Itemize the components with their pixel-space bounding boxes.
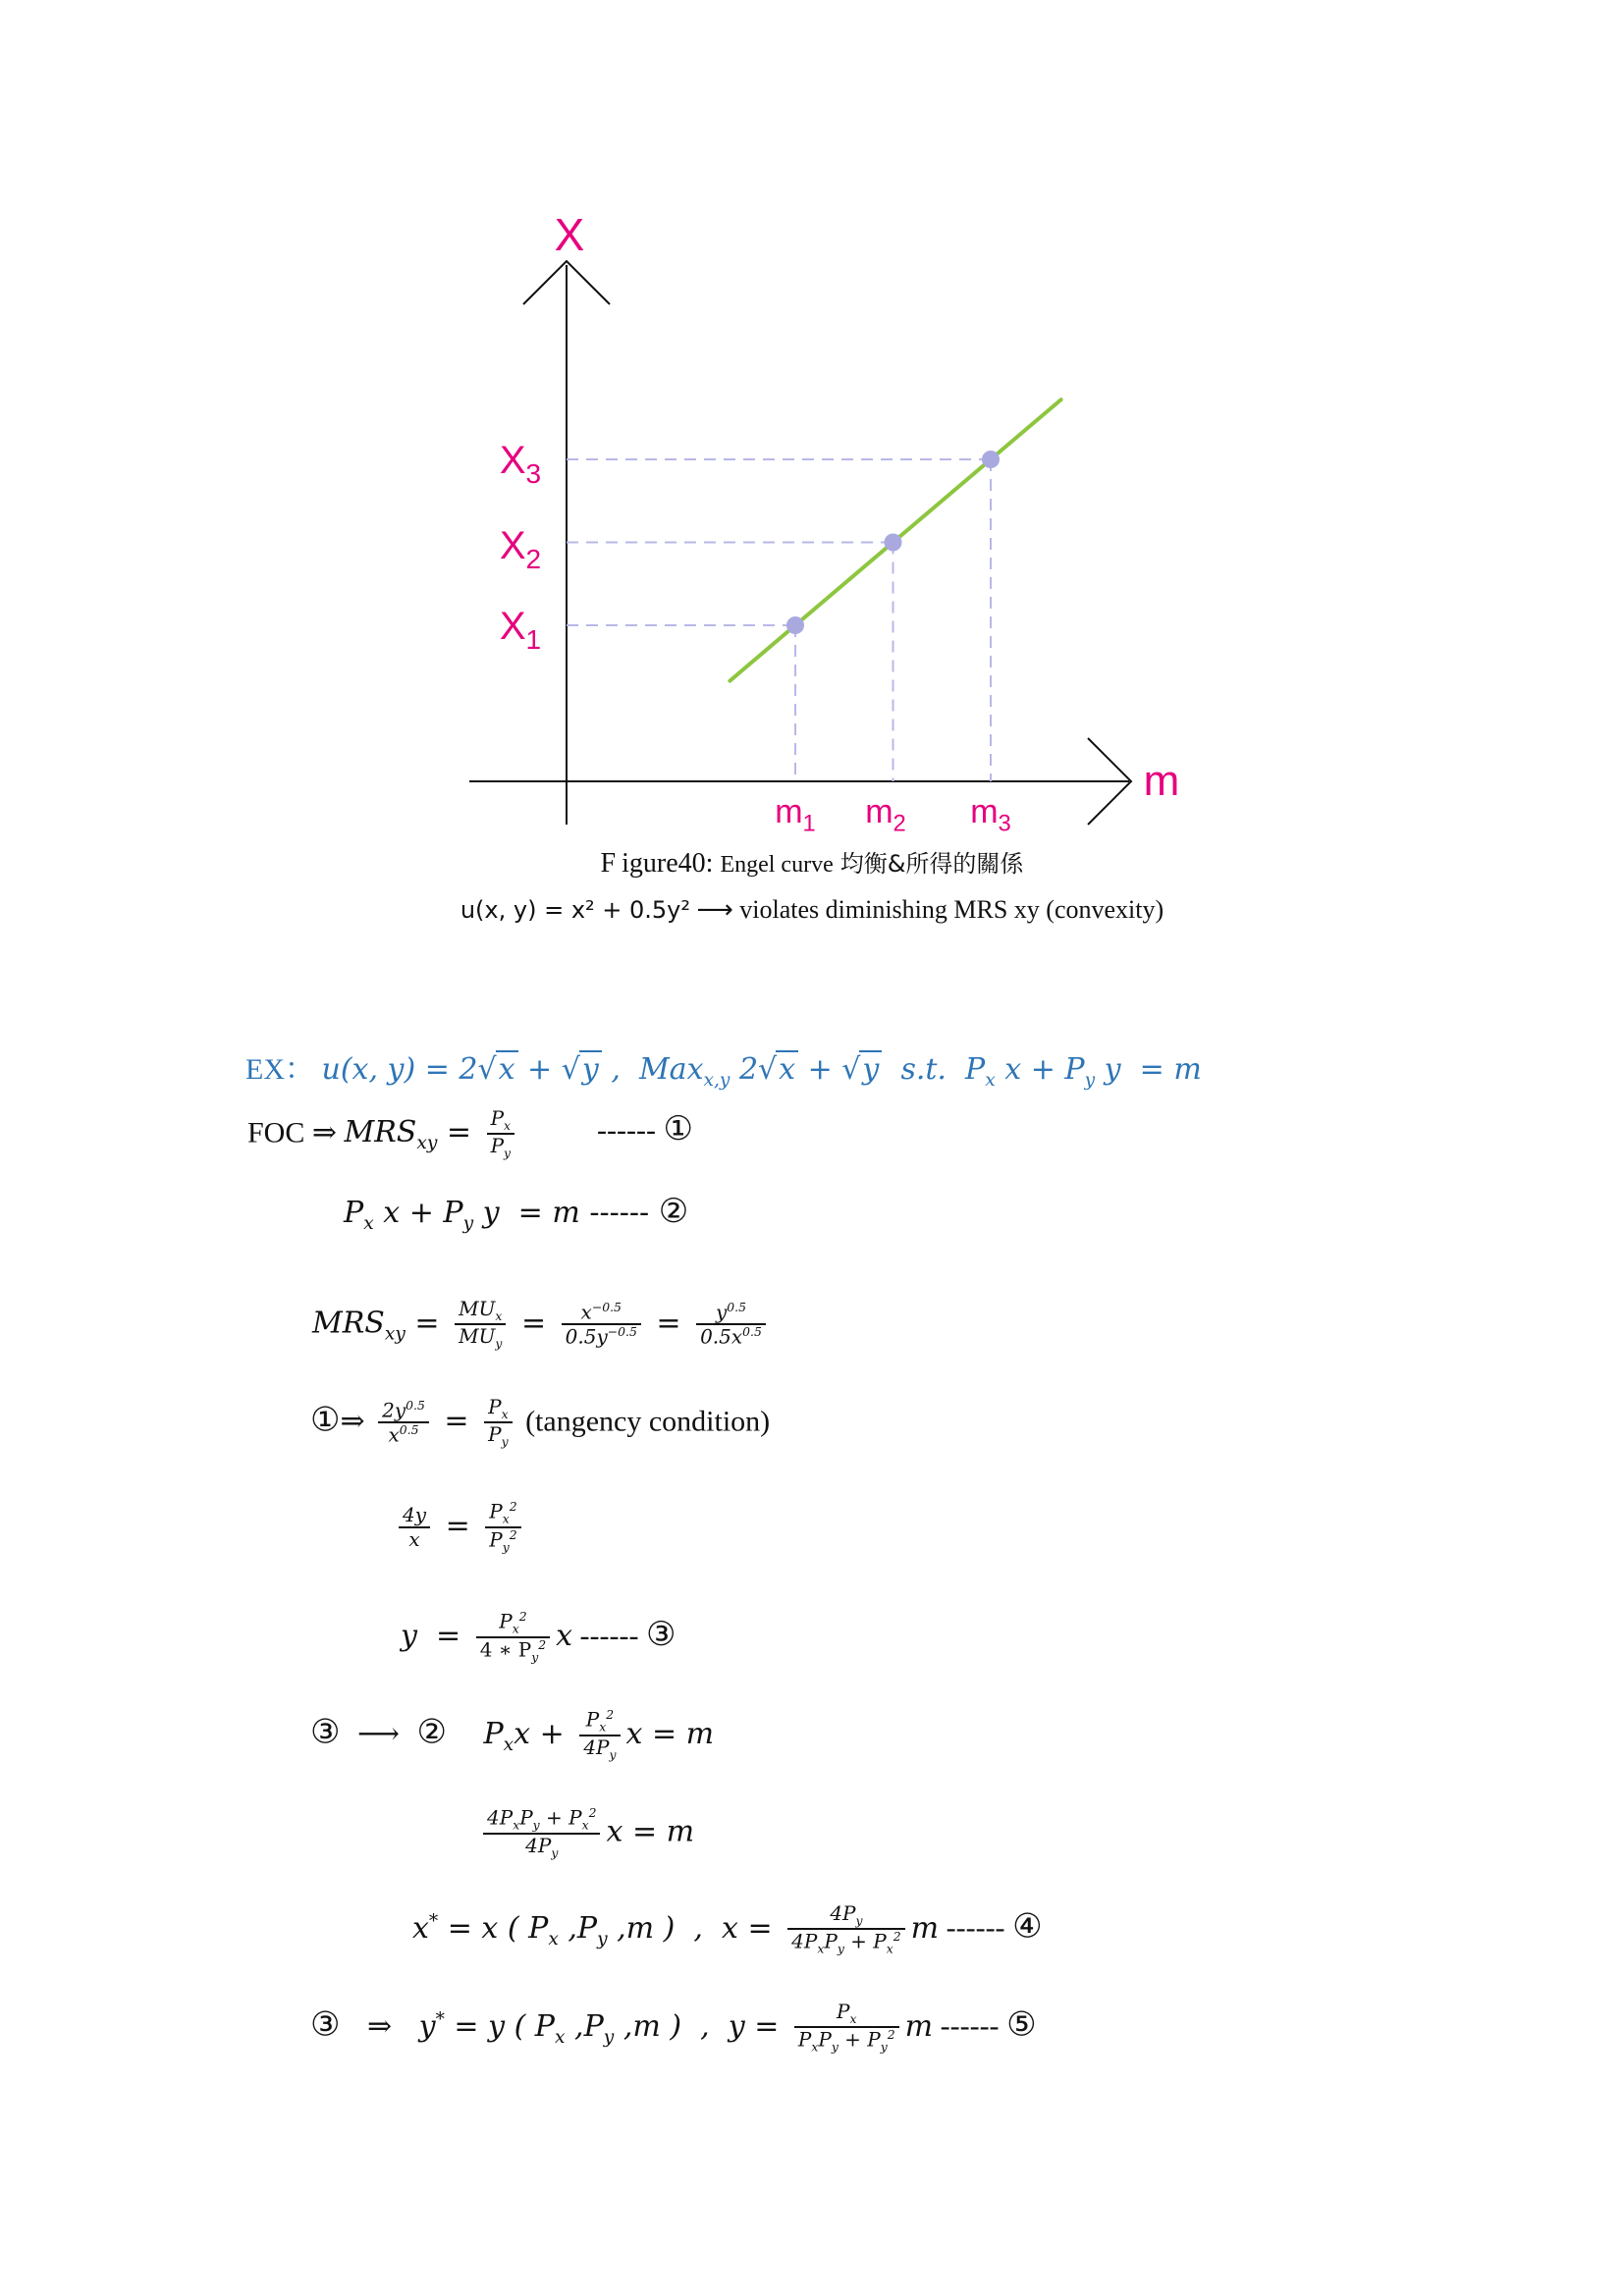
- tick-labels: [500, 439, 1011, 837]
- ex-max: Max: [638, 1052, 704, 1087]
- ex-comma: ,: [601, 1052, 639, 1087]
- caption-arrow: ⟶: [696, 895, 733, 925]
- caption-chinese: 均衡&所得的關係: [839, 850, 1024, 878]
- x-axis-label: m: [1143, 757, 1180, 805]
- sub-arrow: ⟶: [356, 1717, 400, 1750]
- substitution-step: [310, 1708, 714, 1762]
- caption-formula-line: [0, 895, 1624, 925]
- foc-label: FOC ⇒: [247, 1116, 337, 1149]
- foc-mrs: MRS: [344, 1115, 417, 1150]
- data-point-2: [885, 534, 902, 552]
- ex-sqrt-x: x: [496, 1050, 518, 1087]
- ex-budget-end: y = m: [1095, 1052, 1202, 1087]
- step1-implies: ⇒: [340, 1405, 365, 1438]
- xstar-px-sub: x: [548, 1928, 559, 1949]
- ex-label: EX：: [245, 1053, 314, 1086]
- ystar-star: *: [435, 2008, 445, 2030]
- circle-4-label: ④: [1012, 1906, 1043, 1947]
- ystar-y: y: [418, 2008, 436, 2044]
- y-axis-label: X: [554, 209, 585, 260]
- step2-rhs: $\frac{P_x^2}{P_y^2}$: [485, 1500, 520, 1555]
- xstar-m: m: [910, 1910, 940, 1946]
- ex-budget-py-sub: y: [1084, 1070, 1096, 1091]
- caption-text: Engel curve: [720, 852, 834, 878]
- y-demand: [310, 2001, 1037, 2055]
- ystar-func: = y ( P: [444, 2008, 555, 2044]
- x-demand-frac: $\frac{4P_y}{4P_xP_y + P_x^2}$: [787, 1902, 904, 1956]
- data-point-1: [786, 616, 804, 634]
- mrs-frac-2: $\frac{x^{-0.5}}{0.5y^{-0.5}}$: [562, 1301, 641, 1349]
- example-problem: EX： u(x, y) = 2√x + √y , Max$_{x,y}$ 2√x + √y s.t. $P_x$ $x + P_y$ y = m: [245, 1052, 1202, 1091]
- dashes-1: ------: [597, 1114, 656, 1147]
- circle-1-label: ①: [663, 1109, 693, 1148]
- dashes-5: ------: [940, 2009, 1000, 2043]
- xstar-star: *: [428, 1910, 439, 1932]
- ex-sqrt-y-2: y: [859, 1050, 882, 1087]
- ex-sqrt-x-2: x: [776, 1050, 798, 1087]
- ex-max-sub: x,y: [703, 1070, 731, 1091]
- caption-label-b: igure40:: [622, 848, 714, 879]
- mrs-mu-ratio: $\frac{MU_x}{MU_y}$: [455, 1298, 506, 1352]
- ex-budget-py: P: [1064, 1052, 1085, 1087]
- ystar-circle-3: ③: [310, 2004, 341, 2045]
- combined-eq-m: x = m: [606, 1814, 695, 1849]
- sub-x-plus: x +: [514, 1716, 574, 1751]
- step3-y-eq: y =: [401, 1618, 470, 1653]
- mrs-eq-1: =: [405, 1306, 450, 1341]
- mrs-eq-2: =: [512, 1306, 556, 1341]
- foc-mrs-sub: xy: [416, 1133, 438, 1154]
- x-tick-m1: $m_1$: [775, 793, 816, 837]
- figure-caption: [0, 844, 1624, 880]
- mrs-derivation: [312, 1298, 772, 1352]
- ystar-m: m: [904, 2008, 934, 2044]
- step2-eq: =: [436, 1508, 480, 1543]
- budget-end: y = m: [482, 1196, 580, 1230]
- budget-eq-line: [344, 1192, 688, 1234]
- mrs-eq-3: =: [646, 1306, 691, 1341]
- x-demand: [412, 1902, 1043, 1956]
- ystar-px-sub: x: [555, 2026, 566, 2048]
- tangency-label: (tangency condition): [525, 1405, 771, 1438]
- step1-lhs: $\frac{2y^{0.5}}{x^{0.5}}$: [378, 1399, 429, 1447]
- foc-eq: =: [437, 1115, 481, 1150]
- y-tick-x2: $X_2$: [499, 524, 542, 574]
- circle-5-label: ⑤: [1006, 2004, 1037, 2045]
- combined-step: [477, 1806, 694, 1860]
- x-tick-m2: $m_2$: [865, 793, 906, 837]
- ystar-comma-p: ,P: [565, 2008, 604, 2044]
- caption-formula: u(x, y) = x² + 0.5y²: [460, 896, 690, 924]
- sub-circle-3: ③: [310, 1712, 341, 1752]
- foc-eq1-marker: [597, 1109, 693, 1148]
- foc-price-ratio: $\frac{P_x}{P_y}$: [487, 1107, 514, 1161]
- budget-py: P: [443, 1196, 463, 1230]
- ystar-comma-m: ,m ) , y =: [614, 2008, 788, 2044]
- sub-px-sub: x: [503, 1734, 514, 1755]
- x-tick-m3: $m_3$: [970, 793, 1011, 837]
- foc-line: [247, 1107, 520, 1161]
- dashes-2: ------: [589, 1196, 650, 1230]
- circle-3-label: ③: [645, 1614, 677, 1654]
- combined-frac: $\frac{4P_xP_y + P_x^2}{4P_y}$: [483, 1806, 600, 1860]
- step3-frac: $\frac{P_x^2}{4 ∗ P_y^2}$: [476, 1610, 550, 1665]
- y-tick-x3: $X_3$: [499, 439, 542, 489]
- step2: [393, 1500, 527, 1555]
- budget-x-plus: x +: [383, 1196, 444, 1230]
- budget-px-sub: x: [363, 1213, 374, 1234]
- mrs-label: MRS: [312, 1306, 385, 1341]
- caption-note: violates diminishing MRS xy (convexity): [739, 895, 1164, 924]
- sub-circle-2: ②: [416, 1712, 447, 1752]
- ex-budget-px: P: [965, 1052, 986, 1087]
- step2-lhs: $\frac{4y}{x}$: [399, 1504, 430, 1551]
- ex-budget-rest: x +: [995, 1052, 1065, 1087]
- step3: [401, 1610, 676, 1665]
- xstar-func: = x ( P: [438, 1910, 549, 1946]
- dashes-3: ------: [579, 1619, 639, 1652]
- ex-plus-2: +: [798, 1052, 842, 1087]
- budget-py-sub: y: [462, 1213, 474, 1234]
- xstar-x: x: [412, 1910, 429, 1946]
- dashes-4: ------: [946, 1911, 1005, 1945]
- xstar-py-sub: y: [597, 1928, 608, 1949]
- xstar-comma-p: ,P: [558, 1910, 598, 1946]
- sub-frac: $\frac{P_x^2}{4P_y}$: [579, 1708, 620, 1762]
- ex-two: 2: [730, 1052, 759, 1087]
- sub-px: P: [483, 1716, 504, 1751]
- budget-px: P: [344, 1196, 364, 1230]
- data-point-3: [982, 451, 1000, 468]
- step1-eq: =: [434, 1404, 479, 1439]
- mrs-frac-3: $\frac{y^{0.5}}{0.5x^{0.5}}$: [696, 1301, 766, 1349]
- ex-sqrt-y: y: [579, 1050, 602, 1087]
- step1-rhs: $\frac{P_x}{P_y}$: [484, 1396, 512, 1450]
- step3-x: x: [556, 1618, 573, 1653]
- y-demand-frac: $\frac{P_x}{P_xP_y + P_y^2}$: [794, 2001, 899, 2055]
- ex-st: s.t.: [882, 1052, 966, 1087]
- guide-lines: [567, 459, 991, 781]
- tangency-step: [310, 1396, 770, 1450]
- ex-utility: u(x, y) = 2: [321, 1052, 478, 1087]
- ystar-py-sub: y: [603, 2026, 615, 2048]
- caption-label-a: F: [600, 848, 617, 879]
- ex-plus: +: [517, 1052, 562, 1087]
- step1-circle: ①: [310, 1400, 341, 1440]
- xstar-comma-m: ,m ) , x =: [607, 1910, 783, 1946]
- mrs-label-sub: xy: [384, 1323, 406, 1345]
- engel-curve-chart: [0, 0, 1624, 883]
- ystar-implies: ⇒: [366, 2009, 393, 2043]
- circle-2-label: ②: [658, 1192, 689, 1231]
- sub-eq-m: x = m: [625, 1716, 715, 1751]
- ex-budget-px-sub: x: [985, 1070, 996, 1091]
- y-tick-x1: $X_1$: [499, 605, 542, 655]
